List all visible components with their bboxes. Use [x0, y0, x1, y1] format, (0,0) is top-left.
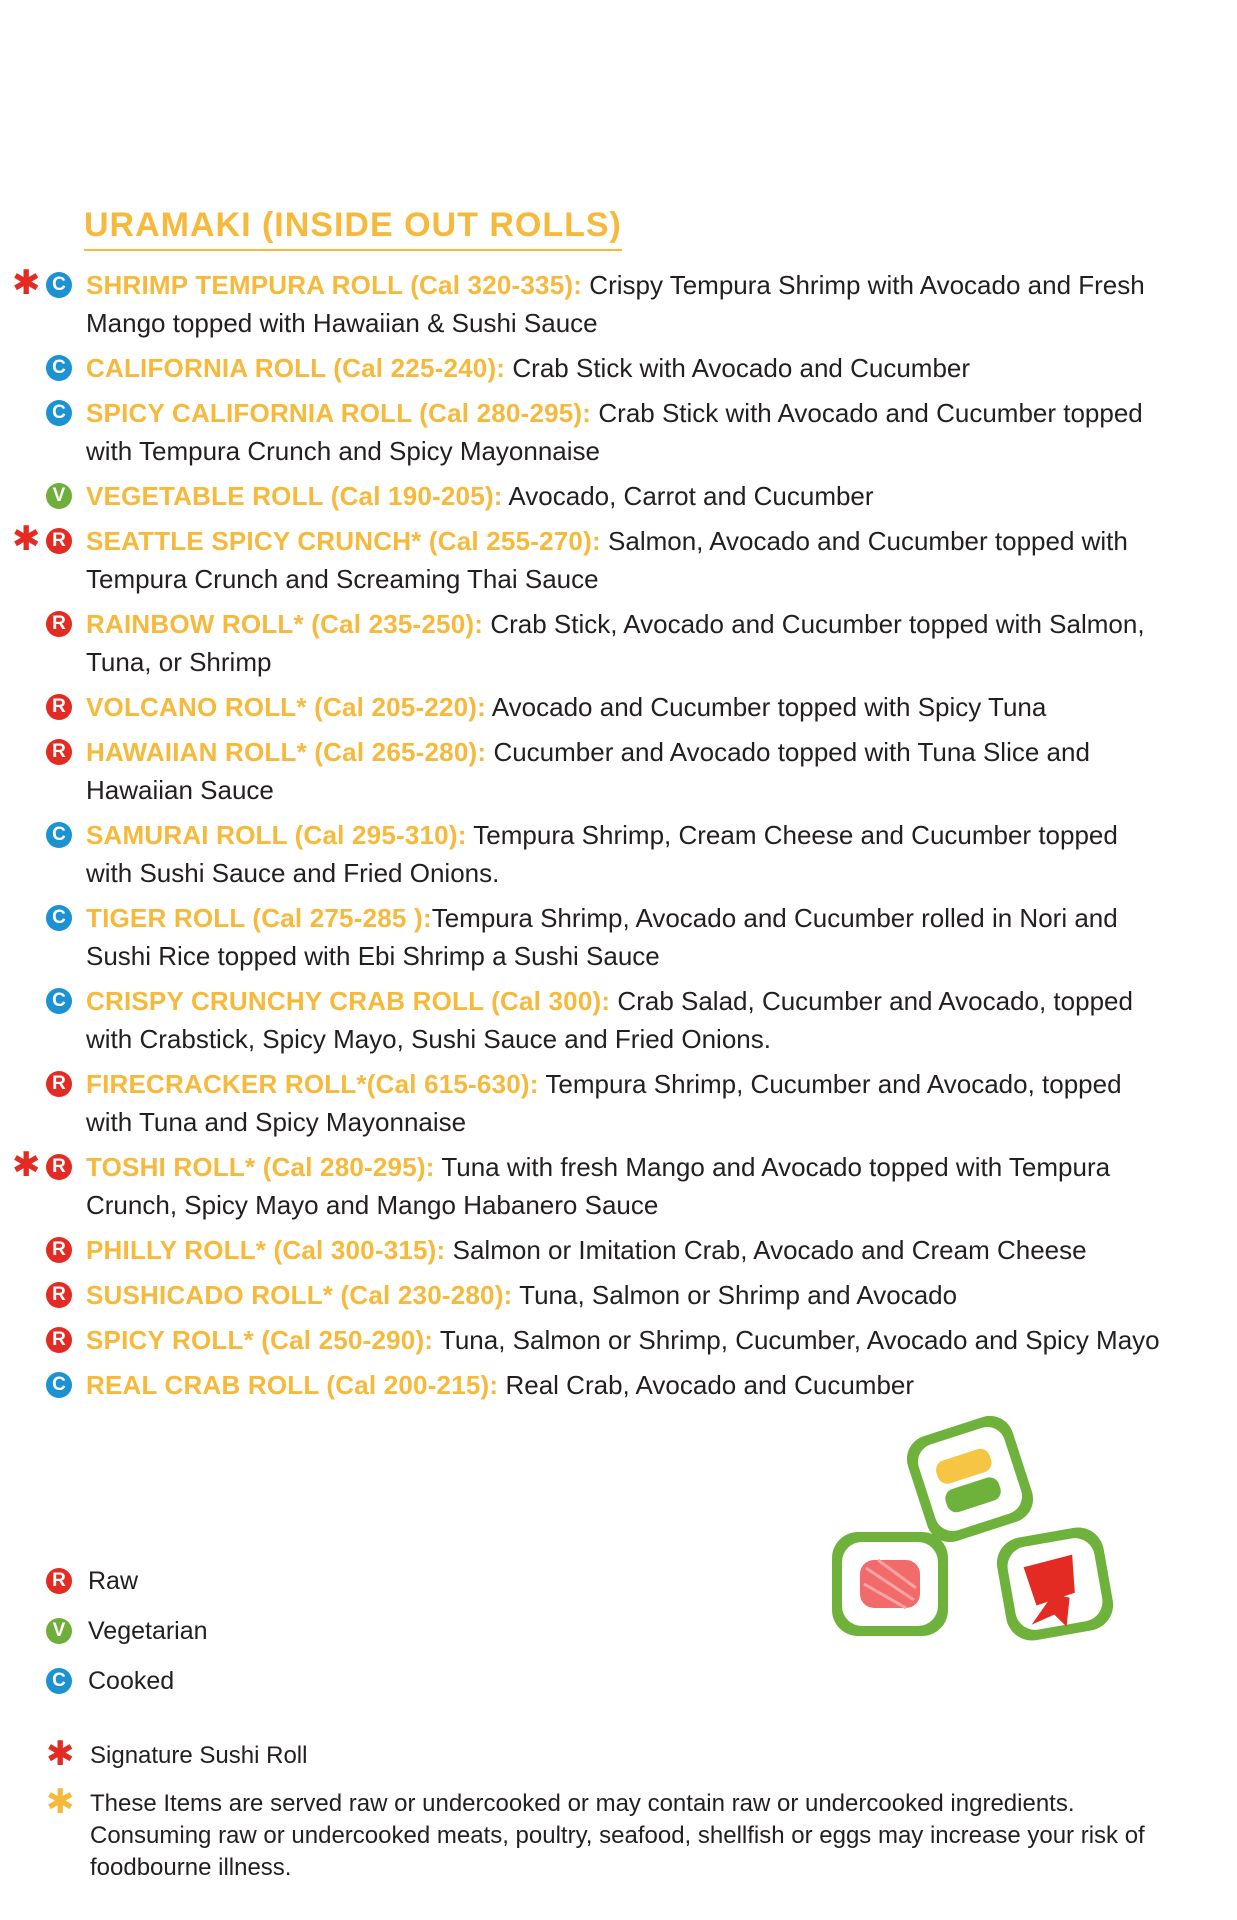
legend — [46, 1568, 208, 1718]
menu-item-description: Tempura Shrimp, Cream Cheese and Cucumber topped with Sushi Sauce and Fried Onions. — [86, 820, 1118, 888]
badge-r-icon: R — [46, 694, 72, 720]
menu-item-text — [86, 1148, 1166, 1224]
menu-item-text — [86, 1276, 1166, 1314]
badge-r-icon: R — [46, 1568, 72, 1594]
menu-item-text — [86, 349, 1166, 387]
badge-c-icon: C — [46, 1668, 72, 1694]
badge-r-icon: R — [46, 1327, 72, 1353]
menu-item-text — [86, 266, 1166, 342]
badge-r-icon: R — [46, 739, 72, 765]
menu-item-text — [86, 899, 1166, 975]
menu-item-text — [86, 982, 1166, 1058]
menu-item — [0, 1065, 1166, 1141]
menu-item — [0, 1145, 1166, 1224]
badge-r-icon: R — [46, 611, 72, 637]
sushi-roll-tuna — [832, 1532, 948, 1636]
advisory-note — [46, 1782, 1166, 1884]
badge-v-icon: V — [46, 1618, 72, 1644]
menu-item — [0, 1321, 1166, 1359]
menu-item-description: Avocado and Cucumber topped with Spicy Tuna — [486, 692, 1047, 722]
menu-item-name: SPICY CALIFORNIA ROLL (Cal 280-295): — [86, 398, 592, 428]
menu-item-name: HAWAIIAN ROLL* (Cal 265-280): — [86, 737, 487, 767]
sushi-roll-shrimp — [993, 1523, 1117, 1644]
menu-item — [0, 263, 1166, 342]
menu-item-description: Salmon or Imitation Crab, Avocado and Cream Cheese — [445, 1235, 1087, 1265]
menu-item-text — [86, 1321, 1166, 1359]
menu-item-description: Salmon, Avocado and Cucumber topped with Tempura Crunch and Screaming Thai Sauce — [86, 526, 1128, 594]
sushi-illustration — [820, 1384, 1120, 1644]
menu-item-name: CRISPY CRUNCHY CRAB ROLL (Cal 300): — [86, 986, 611, 1016]
legend-label: Raw — [88, 1567, 139, 1595]
menu-item — [0, 477, 1166, 515]
advisory-note-text: These Items are served raw or undercooked or may contain raw or undercooked ingredients. Consuming raw or undercooked meats, poultry, seafood, shellfish or eggs may increase your risk of foodbourne illness. — [90, 1790, 1145, 1881]
menu-item-description: Tempura Shrimp, Cucumber and Avocado, topped with Tuna and Spicy Mayonnaise — [86, 1069, 1122, 1137]
menu-item-name: RAINBOW ROLL* (Cal 235-250): — [86, 609, 484, 639]
sushi-roll-top — [901, 1410, 1040, 1549]
menu-item — [0, 1231, 1166, 1269]
menu-item-name: REAL CRAB ROLL (Cal 200-215): — [86, 1370, 499, 1400]
badge-c-icon: C — [46, 400, 72, 426]
menu-item — [0, 816, 1166, 892]
menu-item — [0, 605, 1166, 681]
menu-item-description: Tuna, Salmon or Shrimp, Cucumber, Avocado and Spicy Mayo — [433, 1325, 1160, 1355]
menu-item-text — [86, 394, 1166, 470]
badge-c-icon: C — [46, 988, 72, 1014]
menu-item-name: PHILLY ROLL* (Cal 300-315): — [86, 1235, 446, 1265]
menu-item-description: Tuna with fresh Mango and Avocado topped with Tempura Crunch, Spicy Mayo and Mango Habanero Sauce — [86, 1152, 1111, 1220]
menu-item — [0, 1276, 1166, 1314]
menu-item — [0, 394, 1166, 470]
badge-c-icon: C — [46, 355, 72, 381]
menu-item-text — [86, 1065, 1166, 1141]
menu-item-text — [86, 816, 1166, 892]
menu-item-name: SHRIMP TEMPURA ROLL (Cal 320-335): — [86, 270, 583, 300]
menu-item-text — [86, 522, 1166, 598]
legend-label: Vegetarian — [88, 1617, 208, 1645]
menu-item — [0, 899, 1166, 975]
menu-item-name: VEGETABLE ROLL (Cal 190-205): — [86, 481, 503, 511]
menu-item-description: Cucumber and Avocado topped with Tuna Slice and Hawaiian Sauce — [86, 737, 1090, 805]
menu-item — [0, 733, 1166, 809]
menu-item-description: Crispy Tempura Shrimp with Avocado and Fresh Mango topped with Hawaiian & Sushi Sauce — [86, 270, 1145, 338]
menu-item-name: TIGER ROLL (Cal 275-285 ): — [86, 903, 432, 933]
legend-item — [46, 1668, 208, 1694]
badge-r-icon: R — [46, 1237, 72, 1263]
menu-item-description: Crab Stick with Avocado and Cucumber topped with Tempura Crunch and Spicy Mayonnaise — [86, 398, 1143, 466]
menu-item-description: Crab Stick, Avocado and Cucumber topped with Salmon, Tuna, or Shrimp — [86, 609, 1145, 677]
menu-item-name: VOLCANO ROLL* (Cal 205-220): — [86, 692, 487, 722]
badge-c-icon: C — [46, 1372, 72, 1398]
menu-item-name: FIRECRACKER ROLL*(Cal 615-630): — [86, 1069, 539, 1099]
menu-item-description: Tuna, Salmon or Shrimp and Avocado — [512, 1280, 958, 1310]
menu-item — [0, 349, 1166, 387]
menu-item-text — [86, 1231, 1166, 1269]
signature-note — [46, 1734, 1166, 1774]
section-title: URAMAKI (INSIDE OUT ROLLS) — [84, 206, 622, 251]
menu-item-name: TOSHI ROLL* (Cal 280-295): — [86, 1152, 435, 1182]
badge-c-icon: C — [46, 905, 72, 931]
badge-r-icon: R — [46, 1071, 72, 1097]
menu-item-name: SEATTLE SPICY CRUNCH* (Cal 255-270): — [86, 526, 601, 556]
menu-item-description: Real Crab, Avocado and Cucumber — [498, 1370, 915, 1400]
menu-item-text — [86, 733, 1166, 809]
badge-r-icon: R — [46, 528, 72, 554]
legend-item — [46, 1618, 208, 1644]
menu-item-text — [86, 688, 1166, 726]
menu-item-text — [86, 605, 1166, 681]
legend-item — [46, 1568, 208, 1594]
menu-item-text — [86, 477, 1166, 515]
menu-item-name: CALIFORNIA ROLL (Cal 225-240): — [86, 353, 506, 383]
advisory-star-icon: ✱ — [46, 1782, 75, 1822]
menu-item-description: Avocado, Carrot and Cucumber — [502, 481, 874, 511]
menu-item-description: Crab Salad, Cucumber and Avocado, topped with Crabstick, Spicy Mayo, Sushi Sauce and Fried Onions. — [86, 986, 1133, 1054]
notes — [46, 1734, 1166, 1900]
menu-item-description: Tempura Shrimp, Avocado and Cucumber rolled in Nori and Sushi Rice topped with Ebi Shrimp a Sushi Sauce — [86, 903, 1118, 971]
menu-item-name: SAMURAI ROLL (Cal 295-310): — [86, 820, 467, 850]
signature-star-icon: ✱ — [12, 263, 41, 303]
menu-item — [0, 688, 1166, 726]
badge-v-icon: V — [46, 483, 72, 509]
badge-r-icon: R — [46, 1154, 72, 1180]
badge-c-icon: C — [46, 822, 72, 848]
menu-item-name: SUSHICADO ROLL* (Cal 230-280): — [86, 1280, 513, 1310]
roll-list — [0, 263, 1237, 1411]
menu-item-name: SPICY ROLL* (Cal 250-290): — [86, 1325, 434, 1355]
badge-r-icon: R — [46, 1282, 72, 1308]
signature-star-icon: ✱ — [12, 519, 41, 559]
menu-item — [0, 982, 1166, 1058]
signature-star-icon: ✱ — [46, 1734, 75, 1774]
signature-star-icon: ✱ — [12, 1145, 41, 1185]
badge-c-icon: C — [46, 272, 72, 298]
menu-item — [0, 519, 1166, 598]
signature-note-text: Signature Sushi Roll — [90, 1742, 308, 1769]
legend-label: Cooked — [88, 1667, 175, 1695]
menu-item-description: Crab Stick with Avocado and Cucumber — [505, 353, 971, 383]
